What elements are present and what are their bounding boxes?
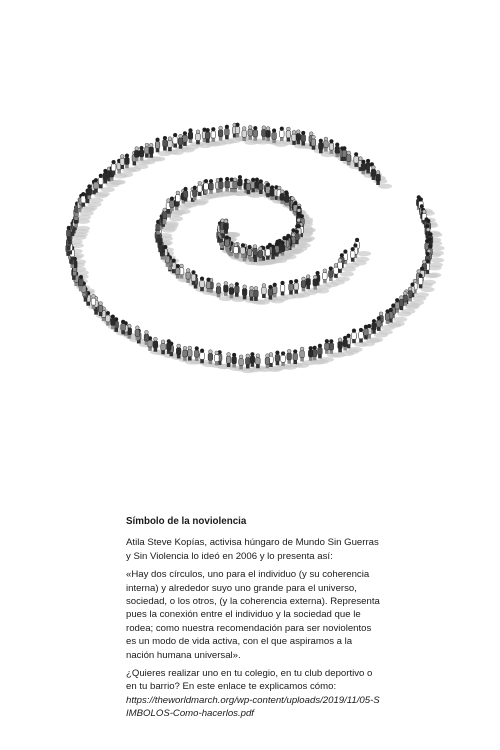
question-text: ¿Quieres realizar uno en tu colegio, en tu club deportivo o en tu barrio? En este enlace te explicamos cómo: [126,668,373,693]
article-quote: «Hay dos círculos, uno para el individuo (y su coherencia interna) y alrededor suyo uno grande para el universo, sociedad, o los otros, (y la coherencia externa). Representa pues la conexión entre el individuo y la sociedad que le rodea; como nuestra recomendación para ser noviolentos es un modo de vida activa, con el que aspiramos a la nación humana universal». [126,569,380,661]
article-link[interactable]: https://theworldmarch.org/wp-content/uploads/2019/11/05-SIMBOLOS-Como-hacerlos.pdf [126,694,380,720]
spiral-drawing [40,105,480,405]
article-title: Símbolo de la noviolencia [126,516,247,527]
article-question [126,667,382,721]
article [126,515,382,726]
article-intro: Atila Steve Kopías, activisa húngaro de Mundo Sin Guerras y Sin Violencia lo ideó en 2006 y lo presenta así: [126,537,379,562]
crowd-spiral-illustration [40,105,480,405]
